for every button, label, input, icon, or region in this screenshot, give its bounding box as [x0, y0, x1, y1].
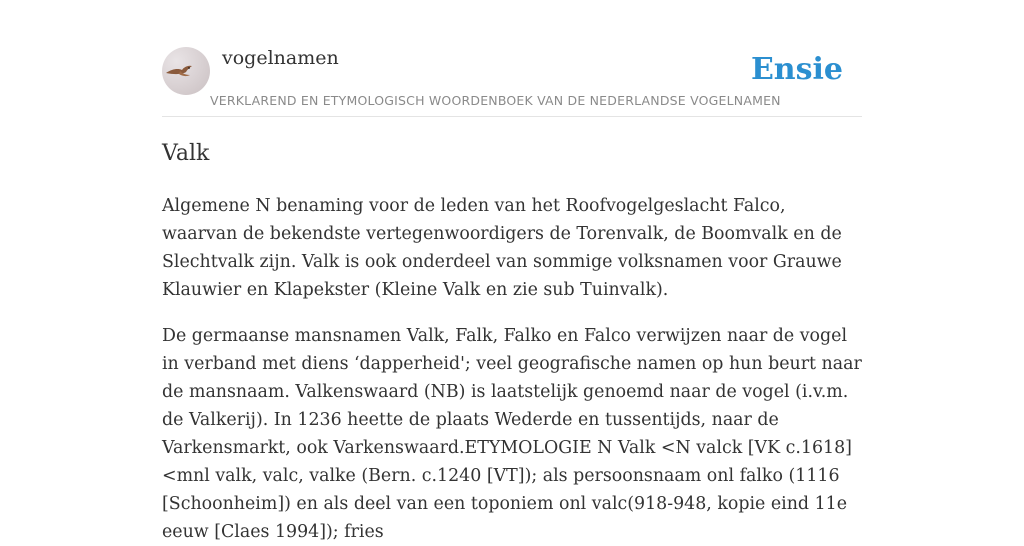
- blog-name-link[interactable]: vogelnamen: [222, 47, 339, 69]
- blog-tagline: VERKLAREND EN ETYMOLOGISCH WOORDENBOEK VAN DE NEDERLANDSE VOGELNAMEN: [210, 93, 781, 108]
- article-title: Valk: [162, 141, 210, 166]
- bird-avatar-icon[interactable]: [162, 47, 210, 95]
- article-paragraph: Algemene N benaming voor de leden van het Roofvogelgeslacht Falco, waarvan de bekendste vertegenwoordigers de Torenvalk, de Boomvalk en de Slechtvalk zijn. Valk is ook onderdeel van sommige volksnamen voor Grauwe Klauwier en Klapekster (Kleine Valk en zie sub Tuinvalk).: [162, 196, 842, 300]
- site-header: [162, 46, 862, 117]
- bird-silhouette-icon: [162, 47, 210, 95]
- ensie-logo[interactable]: Ensie: [750, 52, 843, 87]
- article: [162, 138, 866, 546]
- article-paragraph: De germaanse mansnamen Valk, Falk, Falko en Falco verwijzen naar de vogel in verband met diens ‘dapperheid'; veel geografische namen op hun beurt naar de mansnaam. Valkenswaard (NB) is laatstelijk genoemd naar de vogel (i.v.m. de Valkerij). In 1236 heette de plaats Wederde en tussentijds, naar de Varkensmarkt, ook Varkenswaard.ETYMOLOGIE N Valk <N valck [VK c.1618] <mnl valk, valc, valke (Bern. c.1240 [VT]); als persoonsnaam onl falko (1116 [Schoonheim]) en als deel van een toponiem onl valc(918-948, kopie eind 11e eeuw [Claes 1994]); fries: [162, 326, 862, 542]
